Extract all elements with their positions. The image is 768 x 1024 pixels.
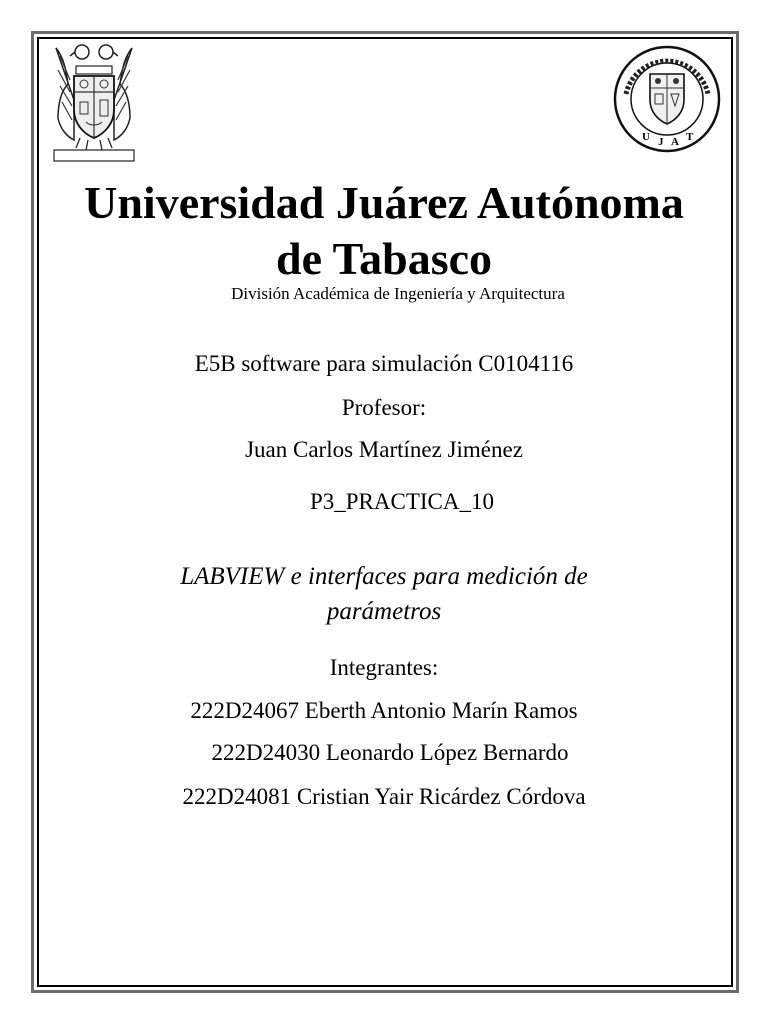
svg-text:J: J [658,136,664,148]
member-1: 222D24067 Eberth Antonio Marín Ramos [190,698,578,723]
division-seal-icon [612,44,722,154]
svg-text:A: A [671,136,679,148]
svg-text:U: U [642,131,650,143]
university-name-line-1: Universidad Juárez Autónoma [84,177,684,228]
members-label: Integrantes: [329,655,439,680]
member-3: 222D24081 Cristian Yair Ricárdez Córdova [182,784,586,809]
division-name: División Académica de Ingeniería y Arquitectura [231,284,565,303]
svg-text:T: T [686,131,694,143]
professor-name: Juan Carlos Martínez Jiménez [245,437,523,462]
professor-label: Profesor: [341,395,427,420]
member-2: 222D24030 Leonardo López Bernardo [211,740,569,765]
course-name: E5B software para simulación C0104116 [194,351,574,376]
university-name-line-2: de Tabasco [275,233,493,284]
subject-line-1: LABVIEW e interfaces para medición de [180,563,588,590]
subject-line-2: parámetros [326,598,442,625]
practice-id: P3_PRACTICA_10 [309,489,495,514]
university-coat-of-arms-icon [50,40,138,164]
